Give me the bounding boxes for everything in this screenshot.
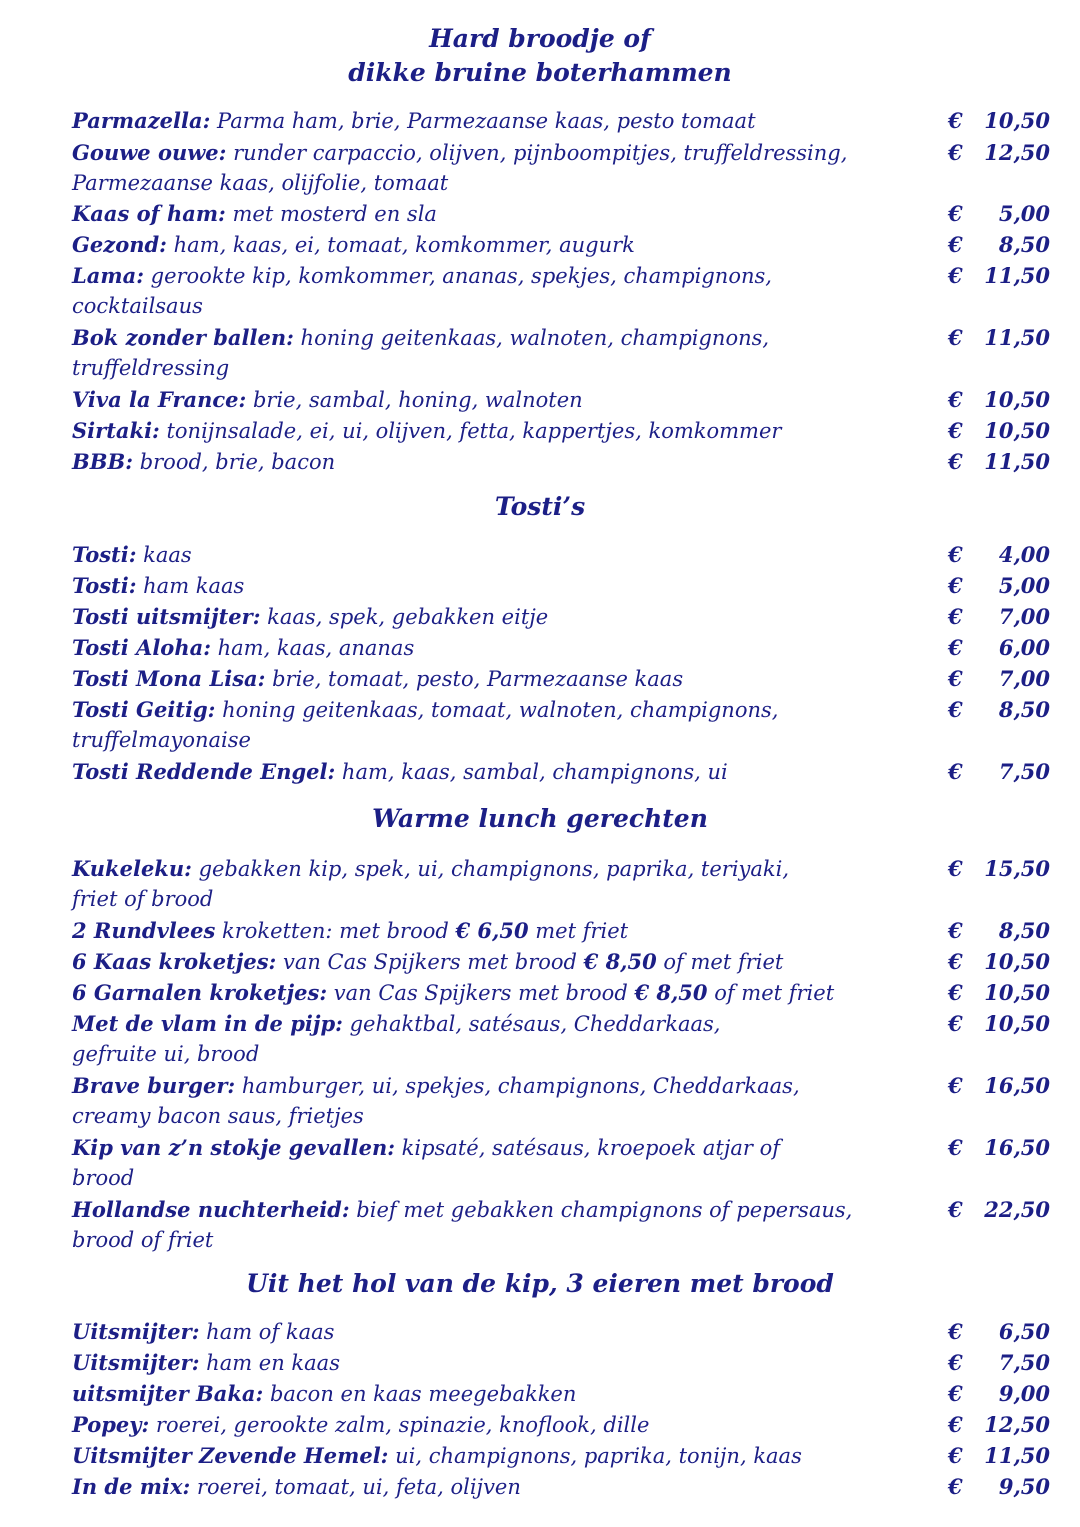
menu-item-name: Parmazella: (72, 108, 211, 133)
section-title: Uit het hol van de kip, 3 eieren met brood (246, 1269, 834, 1298)
menu-item-name: Bok zonder ballen: (72, 325, 294, 350)
menu-item-price: 6,00 (998, 635, 1050, 660)
menu-item-description: ham, kaas, ei, tomaat, komkommer, augurk (166, 233, 635, 257)
menu-item-line (72, 229, 922, 260)
menu-item-price: 15,50 (984, 856, 1050, 881)
menu-item-description: honing geitenkaas, walnoten, champignons, (293, 326, 770, 350)
menu-item-description: gehaktbal, satésaus, Cheddarkaas, (342, 1012, 721, 1036)
menu-item-inline-price: € 8,50 (583, 949, 657, 974)
menu-item-line (72, 601, 922, 632)
menu-item-price: 8,50 (998, 232, 1050, 257)
menu-item-name: Tosti Aloha: (72, 635, 211, 660)
menu-item-name: Gezond: (72, 232, 167, 257)
menu-item-name: Tosti: (72, 573, 137, 598)
menu-item-price: 5,00 (998, 201, 1050, 226)
menu-item-name: Uitsmijter: (72, 1319, 200, 1344)
menu-item-description: brood, brie, bacon (133, 450, 336, 474)
euro-sign: € (948, 140, 963, 165)
menu-item-name: Kukeleku: (72, 856, 192, 881)
menu-item-line (72, 1347, 922, 1378)
menu-item-price: 7,50 (998, 1350, 1050, 1375)
euro-sign: € (948, 1135, 963, 1160)
menu-item-name: 6 Kaas kroketjes: (72, 949, 277, 974)
section-title: Warme lunch gerechten (372, 804, 708, 833)
euro-sign: € (948, 1412, 963, 1437)
menu-item-price: 11,50 (984, 263, 1050, 288)
menu-item-name: Brave burger: (72, 1073, 236, 1098)
menu-item-name: 2 Rundvlees (72, 918, 216, 943)
menu-item-description-continued: friet of brood (72, 887, 214, 911)
menu-item-name: uitsmijter Baka: (72, 1381, 264, 1406)
menu-item-description: tonijnsalade, ei, ui, olijven, fetta, kappertjes, komkommer (159, 419, 782, 443)
section-title: Tosti’s (494, 492, 586, 521)
menu-item-description-continued: brood of friet (72, 1228, 214, 1252)
menu-item-description: gerookte kip, komkommer, ananas, spekjes, champignons, (143, 264, 772, 288)
menu-item-description: van Cas Spijkers met brood (276, 950, 584, 974)
menu-item-description: ham kaas (136, 574, 245, 598)
menu-item-line (72, 137, 922, 168)
menu-item-line-2 (72, 725, 922, 756)
menu-item-price: 11,50 (984, 449, 1050, 474)
menu-item-line (72, 946, 922, 977)
euro-sign: € (948, 263, 963, 288)
menu-item-description-continued: truffelmayonaise (72, 728, 251, 752)
menu-item-price: 16,50 (984, 1135, 1050, 1160)
menu-item-description: roerei, gerookte zalm, spinazie, knoflook, dille (149, 1413, 650, 1437)
menu-item-description: gebakken kip, spek, ui, champignons, paprika, teriyaki, (191, 857, 790, 881)
menu-item-price: 7,00 (998, 604, 1050, 629)
menu-item-line-2 (72, 168, 922, 199)
menu-item-price: 10,50 (984, 387, 1050, 412)
menu-item-line (72, 1316, 922, 1347)
menu-item-price: 7,50 (998, 759, 1050, 784)
menu-item-description: honing geitenkaas, tomaat, walnoten, champignons, (215, 698, 779, 722)
menu-item-line (72, 1132, 922, 1163)
menu-item-price: 8,50 (998, 697, 1050, 722)
menu-item-name: BBB: (72, 449, 134, 474)
menu-item-price: 22,50 (984, 1197, 1050, 1222)
menu-item-line (72, 853, 922, 884)
euro-sign: € (948, 918, 963, 943)
menu-item-description-after: of met friet (656, 950, 784, 974)
euro-sign: € (948, 232, 963, 257)
menu-item-description: ham, kaas, ananas (210, 636, 415, 660)
menu-item-name: Kip van z’n stokje gevallen: (72, 1135, 395, 1160)
menu-item-line (72, 1440, 922, 1471)
menu-item-price: 11,50 (984, 1443, 1050, 1468)
euro-sign: € (948, 325, 963, 350)
menu-item-line (72, 198, 922, 229)
euro-sign: € (948, 418, 963, 443)
menu-item-price: 9,00 (998, 1381, 1050, 1406)
menu-item-name: Gouwe ouwe: (72, 140, 227, 165)
menu-item-price: 16,50 (984, 1073, 1050, 1098)
menu-item-line-2 (72, 1163, 922, 1194)
menu-item-line (72, 756, 922, 787)
menu-item-description: ham of kaas (199, 1320, 335, 1344)
menu-item-description-continued: Parmezaanse kaas, olijfolie, tomaat (72, 171, 449, 195)
euro-sign: € (948, 759, 963, 784)
menu-item-price: 10,50 (984, 949, 1050, 974)
menu-item-name: Met de vlam in de pijp: (72, 1011, 343, 1036)
menu-item-price: 7,00 (998, 666, 1050, 691)
euro-sign: € (948, 573, 963, 598)
menu-item-name: Tosti Mona Lisa: (72, 666, 266, 691)
menu-item-price: 10,50 (984, 1011, 1050, 1036)
menu-item-description: runder carpaccio, olijven, pijnboompitjes, truffeldressing, (226, 141, 848, 165)
euro-sign: € (948, 387, 963, 412)
menu-item-description-continued: brood (72, 1166, 135, 1190)
menu-item-name: Uitsmijter: (72, 1350, 200, 1375)
menu-item-description: met mosterd en sla (225, 202, 437, 226)
menu-item-line-2 (72, 1039, 922, 1070)
menu-item-description: bacon en kaas meegebakken (263, 1382, 577, 1406)
menu-item-description: roerei, tomaat, ui, feta, olijven (190, 1475, 521, 1499)
menu-item-description: kroketten: met brood (215, 919, 456, 943)
menu-item-name: Tosti Geitig: (72, 697, 216, 722)
euro-sign: € (948, 980, 963, 1005)
menu-item-description: ham, kaas, sambal, champignons, ui (335, 760, 728, 784)
euro-sign: € (948, 108, 963, 133)
menu-item-price: 11,50 (984, 325, 1050, 350)
menu-item-description: ui, champignons, paprika, tonijn, kaas (388, 1444, 802, 1468)
menu-item-line (72, 260, 922, 291)
menu-item-description: brie, sambal, honing, walnoten (246, 388, 583, 412)
menu-item-line (72, 663, 922, 694)
menu-item-price: 10,50 (984, 108, 1050, 133)
euro-sign: € (948, 449, 963, 474)
euro-sign: € (948, 856, 963, 881)
menu-item-description: brie, tomaat, pesto, Parmezaanse kaas (265, 667, 684, 691)
menu-item-line-2 (72, 1225, 922, 1256)
menu-item-name: Tosti uitsmijter: (72, 604, 261, 629)
menu-item-name: Lama: (72, 263, 144, 288)
euro-sign: € (948, 1197, 963, 1222)
menu-item-description: van Cas Spijkers met brood (327, 981, 635, 1005)
menu-item-description: bief met gebakken champignons of pepersaus, (349, 1198, 853, 1222)
menu-item-name: Viva la France: (72, 387, 247, 412)
menu-item-description-after: met friet (528, 919, 629, 943)
menu-item-price: 12,50 (984, 140, 1050, 165)
menu-item-price: 4,00 (998, 542, 1050, 567)
menu-item-name: Tosti Reddende Engel: (72, 759, 336, 784)
menu-item-price: 5,00 (998, 573, 1050, 598)
menu-item-description: hamburger, ui, spekjes, champignons, Cheddarkaas, (235, 1074, 800, 1098)
menu-item-price: 6,50 (998, 1319, 1050, 1344)
menu-item-line (72, 105, 922, 136)
menu-item-name: Kaas of ham: (72, 201, 226, 226)
section-title: Hard broodje of (429, 24, 651, 53)
euro-sign: € (948, 949, 963, 974)
menu-item-name: In de mix: (72, 1474, 191, 1499)
menu-item-description: ham en kaas (199, 1351, 340, 1375)
menu-item-price: 10,50 (984, 418, 1050, 443)
menu-item-description-continued: cocktailsaus (72, 294, 203, 318)
menu-item-name: Uitsmijter Zevende Hemel: (72, 1443, 389, 1468)
menu-item-name: Popey: (72, 1412, 150, 1437)
euro-sign: € (948, 1350, 963, 1375)
menu-item-inline-price: € 6,50 (455, 918, 529, 943)
menu-item-line (72, 384, 922, 415)
menu-item-name: Sirtaki: (72, 418, 160, 443)
menu-item-price: 9,50 (998, 1474, 1050, 1499)
menu-item-price: 8,50 (998, 918, 1050, 943)
euro-sign: € (948, 635, 963, 660)
menu-item-line (72, 322, 922, 353)
section-title: dikke bruine boterhammen (348, 58, 732, 87)
euro-sign: € (948, 604, 963, 629)
menu-item-line (72, 694, 922, 725)
menu-item-description-continued: creamy bacon saus, frietjes (72, 1104, 364, 1128)
menu-item-description: kipsaté, satésaus, kroepoek atjar of (394, 1136, 781, 1160)
menu-item-description: Parma ham, brie, Parmezaanse kaas, pesto tomaat (210, 109, 756, 133)
menu-item-line (72, 1378, 922, 1409)
menu-item-line (72, 977, 922, 1008)
menu-item-line (72, 1008, 922, 1039)
menu-item-line (72, 415, 922, 446)
euro-sign: € (948, 1381, 963, 1406)
euro-sign: € (948, 1011, 963, 1036)
menu-item-price: 12,50 (984, 1412, 1050, 1437)
menu-item-description: kaas, spek, gebakken eitje (260, 605, 549, 629)
menu-item-line-2 (72, 1101, 922, 1132)
euro-sign: € (948, 1073, 963, 1098)
menu-item-line-2 (72, 884, 922, 915)
menu-item-name: 6 Garnalen kroketjes: (72, 980, 328, 1005)
menu-item-line-2 (72, 291, 922, 322)
menu-item-line (72, 1070, 922, 1101)
euro-sign: € (948, 1474, 963, 1499)
menu-item-line (72, 915, 922, 946)
menu-item-description-continued: truffeldressing (72, 356, 230, 380)
euro-sign: € (948, 1443, 963, 1468)
euro-sign: € (948, 666, 963, 691)
menu-item-line-2 (72, 353, 922, 384)
menu-item-price: 10,50 (984, 980, 1050, 1005)
menu-item-name: Tosti: (72, 542, 137, 567)
menu-item-line (72, 570, 922, 601)
menu-item-name: Hollandse nuchterheid: (72, 1197, 350, 1222)
menu-item-description: kaas (136, 543, 192, 567)
euro-sign: € (948, 697, 963, 722)
menu-item-line (72, 446, 922, 477)
menu-item-line (72, 1409, 922, 1440)
euro-sign: € (948, 542, 963, 567)
menu-item-line (72, 1194, 922, 1225)
menu-item-inline-price: € 8,50 (634, 980, 708, 1005)
euro-sign: € (948, 1319, 963, 1344)
menu-item-line (72, 1471, 922, 1502)
menu-item-description-continued: gefruite ui, brood (72, 1042, 260, 1066)
menu-item-description-after: of met friet (707, 981, 835, 1005)
euro-sign: € (948, 201, 963, 226)
menu-item-line (72, 632, 922, 663)
menu-item-line (72, 539, 922, 570)
